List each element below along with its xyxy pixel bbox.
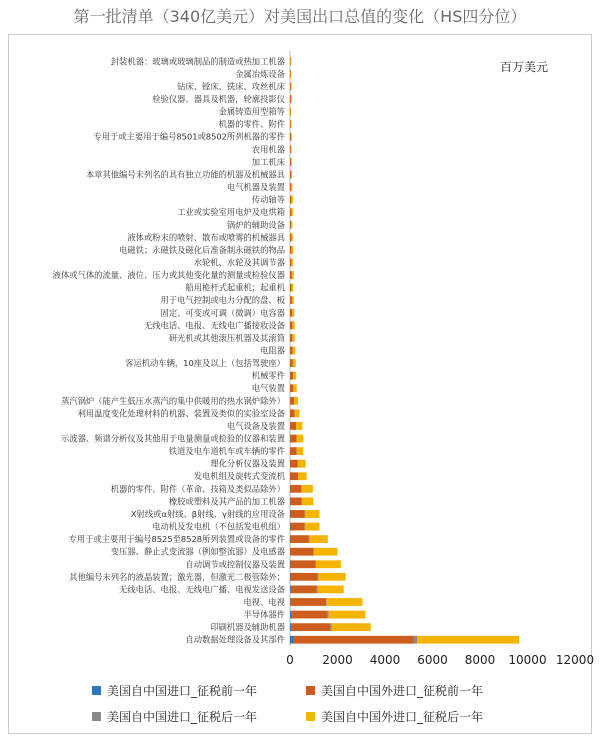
category-label: 利用温度变化处理材料的机器、装置及类似的实验室设备 [77, 408, 285, 419]
category-label: 本章其他编号未列名的具有独立功能的机器及机械器具 [85, 169, 285, 180]
legend-swatch-series-2 [306, 686, 315, 695]
category-label: 专用于或主要用于编号8525至8528所列装置或设备的零件 [68, 534, 285, 545]
bar-segment-series-4 [327, 598, 363, 606]
bar-segment-series-2 [290, 284, 292, 292]
legend-item-series-1 [92, 682, 257, 699]
bar-segment-series-2 [290, 246, 292, 254]
category-label: 用于电气控制或电力分配的盘、板 [160, 295, 285, 306]
bar-segment-series-4 [291, 208, 292, 216]
bar-segment-series-2 [290, 548, 314, 556]
category-label: 封装机器：玻璃或玻璃制品的制造或热加工机器 [110, 56, 285, 67]
bar-segment-series-4 [302, 497, 313, 505]
bar-segment-series-4 [293, 347, 296, 355]
category-label: 无线电话、电报、无线电广播接收设备 [143, 320, 285, 331]
bar-segment-series-2 [290, 510, 304, 518]
category-label: 机器的零件、附件 [218, 119, 285, 130]
bar-segment-series-1 [290, 623, 291, 631]
bar-segment-series-2 [290, 422, 296, 430]
bar-segment-series-3 [317, 586, 318, 594]
bar-segment-series-2 [290, 133, 291, 141]
bar-segment-series-4 [292, 321, 294, 329]
bar-segment-series-2 [290, 560, 315, 568]
x-tick-label: 12000 [555, 653, 595, 667]
bar-segment-series-4 [296, 422, 302, 430]
bar-segment-series-2 [291, 586, 317, 594]
legend-label-series-4: 美国自中国外进口_征税后一年 [321, 710, 484, 724]
bar-segment-series-4 [291, 196, 292, 204]
bar-segment-series-2 [290, 435, 297, 443]
x-tick-label: 6000 [417, 653, 448, 667]
bar-segment-series-2 [294, 636, 414, 644]
bar-segment-series-2 [290, 359, 293, 367]
x-tick-label: 4000 [369, 653, 401, 667]
bar-segment-series-2 [290, 296, 292, 304]
bar-segment-series-4 [318, 573, 345, 581]
legend-label-series-1: 美国自中国进口_征税前一年 [107, 684, 258, 698]
category-label: 发电机组及旋转式变流机 [193, 471, 285, 482]
bar-segment-series-2 [290, 171, 291, 179]
bar-segment-series-4 [293, 372, 296, 380]
category-label: 理化分析仪器及装置 [210, 458, 285, 469]
category-label: 客运机动车辆，10座及以上（包括驾驶座） [125, 358, 285, 369]
bar-segment-series-2 [290, 233, 291, 241]
category-label: 农用机器 [251, 144, 285, 155]
category-label: 金属冶炼设备 [235, 68, 285, 79]
bar-segment-series-3 [326, 598, 327, 606]
bar-segment-series-4 [297, 435, 304, 443]
bar-segment-series-4 [291, 158, 292, 166]
bar-segment-series-2 [290, 347, 293, 355]
bar-segment-series-4 [292, 284, 294, 292]
bar-segment-series-2 [290, 145, 291, 153]
category-label: 机器的零件、附件（革命、技箱及类似品除外） [110, 483, 285, 494]
bar-segment-series-4 [297, 447, 304, 455]
category-label: 钻床、镗床、铣床、攻丝机床 [177, 81, 285, 92]
x-tick-label: 0 [286, 653, 294, 667]
category-label: 液体或粉末的喷射、散布或喷雾的机械器具 [127, 232, 285, 243]
bar-segment-series-2 [290, 447, 297, 455]
unit-label: 百万美元 [500, 60, 549, 74]
category-label: 电阻器 [260, 345, 285, 356]
category-label: 检验仪器、器具及机器，轮廓投影仪 [152, 94, 285, 105]
bar-segment-series-4 [291, 171, 292, 179]
chart-title: 第一批清单（340亿美元）对美国出口总值的变化（HS四分位） [73, 7, 527, 26]
category-label: 加工机床 [251, 156, 285, 167]
category-label: 电气设备及装置 [226, 420, 285, 431]
bar-segment-series-4 [292, 246, 294, 254]
bar-segment-series-2 [290, 271, 292, 279]
category-label: 水轮机、水轮及其调节器 [193, 257, 285, 268]
category-label: 无线电话、电报、无线电广播、电视发送设备 [119, 584, 285, 595]
category-label: 电气机器及装置 [226, 182, 285, 193]
bar-segment-series-4 [305, 510, 319, 518]
category-label: 自动数据处理设备及其部件 [185, 634, 285, 645]
bar-segment-series-3 [330, 623, 331, 631]
bar-segment-series-2 [290, 397, 294, 405]
category-label: 机械零件 [251, 370, 285, 381]
x-tick-label: 10000 [508, 653, 547, 667]
bar-segment-series-4 [291, 120, 292, 128]
category-label: 液体或气体的流量、液位、压力或其他变化量的测量或检验仪器 [52, 270, 285, 281]
bar-segment-series-2 [290, 95, 291, 103]
bar-segment-series-4 [314, 548, 338, 556]
bar-segment-series-2 [290, 83, 291, 91]
category-label: 铁道及电车道机车或车辆的零件 [168, 446, 285, 457]
legend-label-series-3: 美国自中国进口_征税后一年 [107, 710, 258, 724]
bar-segment-series-4 [291, 183, 292, 191]
bar-segment-series-2 [290, 460, 298, 468]
category-label: 船用桅杆式起重机；起重机 [185, 282, 285, 293]
bar-segment-series-2 [290, 309, 292, 317]
bar-segment-series-2 [290, 409, 295, 417]
category-label: 锅炉的辅助设备 [226, 219, 285, 230]
bar-segment-series-2 [290, 472, 298, 480]
bar-segment-series-2 [291, 598, 327, 606]
bar-segment-series-2 [290, 221, 291, 229]
bar-segment-series-4 [290, 70, 291, 78]
bar-segment-series-1 [290, 586, 291, 594]
bar-segment-series-4 [318, 586, 344, 594]
category-label: 电磁铁；永磁铁及磁化后准备制永磁铁的物品 [119, 244, 285, 255]
bar-segment-series-4 [291, 95, 292, 103]
bar-segment-series-4 [291, 133, 292, 141]
bar-segment-series-2 [290, 497, 301, 505]
bar-segment-series-2 [290, 384, 293, 392]
bar-segment-series-4 [290, 108, 291, 116]
bar-segment-series-2 [290, 573, 317, 581]
bar-segment-series-4 [291, 145, 292, 153]
bar-segment-series-2 [290, 120, 291, 128]
bar-segment-series-4 [298, 472, 306, 480]
legend-swatch-series-1 [92, 686, 101, 695]
bar-segment-series-4 [294, 397, 298, 405]
bar-segment-series-4 [291, 83, 292, 91]
bar-segment-series-4 [298, 460, 306, 468]
bar-segment-series-4 [417, 636, 519, 644]
bar-segment-series-2 [290, 334, 292, 342]
category-label: 金属铸造用型箱等 [218, 106, 285, 117]
bar-segment-series-2 [290, 259, 291, 267]
bar-segment-series-4 [309, 535, 328, 543]
bar-segment-series-2 [290, 208, 291, 216]
category-label: 变压器、静止式变流器（例如整流器）及电感器 [110, 546, 285, 557]
bar-segment-series-4 [316, 560, 341, 568]
category-label: 电动机及发电机（不包括发电机组） [152, 521, 285, 532]
bar-segment-series-4 [329, 611, 366, 619]
legend-swatch-series-4 [306, 712, 315, 721]
bar-segment-series-2 [290, 183, 291, 191]
category-label: X射线或α射线、β射线、γ射线的应用设备 [130, 508, 285, 519]
bar-segment-series-1 [290, 636, 294, 644]
category-label: 电气装置 [251, 383, 285, 394]
legend-swatch-series-3 [92, 712, 101, 721]
bar-segment-series-1 [290, 598, 291, 606]
bar-segment-series-2 [290, 523, 304, 531]
legend-item-series-2 [306, 682, 483, 699]
category-label: 其他编号未列名的液晶装置；激光器，但激光二极管除外； [69, 571, 285, 582]
bar-segment-series-4 [305, 523, 319, 531]
bar-segment-series-2 [290, 196, 291, 204]
bar-segment-series-2 [290, 158, 291, 166]
legend-item-series-4 [306, 708, 483, 725]
bar-segment-series-4 [291, 259, 292, 267]
bar-segment-series-4 [293, 384, 296, 392]
bar-segment-series-3 [328, 611, 329, 619]
category-label: 研光机或其他滚压机器及其滚筒 [168, 332, 285, 343]
category-label: 蒸汽锅炉（能产生低压水蒸汽的集中供暖用的热水锅炉除外） [60, 395, 285, 406]
category-label: 固定、可变或可调（微调）电容器 [160, 307, 285, 318]
category-label: 传动轴等 [251, 194, 285, 205]
category-label: 自动调节或控制仪器及装置 [185, 559, 285, 570]
bar-segment-series-4 [292, 334, 294, 342]
category-label: 工业或实验室用电炉及电烘箱 [177, 207, 285, 218]
bar-segment-series-2 [290, 321, 292, 329]
bar-segment-series-4 [301, 485, 312, 493]
bar-segment-series-2 [290, 57, 291, 65]
bar-segment-series-4 [295, 409, 300, 417]
category-label: 橡胶或塑料及其产品的加工机器 [168, 496, 285, 507]
bar-segment-series-2 [290, 485, 301, 493]
category-label: 电视、电视 [243, 596, 285, 607]
bar-segment-series-4 [293, 359, 296, 367]
category-label: 示波器、频谱分析仪及其他用于电量测量或检验的仪器和装置 [60, 433, 285, 444]
bar-segment-series-4 [332, 623, 371, 631]
bar-segment-series-1 [290, 611, 291, 619]
bar-segment-series-3 [414, 636, 418, 644]
category-label: 印刷机器及辅助机器 [210, 622, 285, 633]
bar-segment-series-4 [292, 296, 294, 304]
bar-segment-series-4 [292, 309, 294, 317]
bar-segment-series-2 [290, 535, 309, 543]
x-tick-label: 2000 [322, 653, 353, 667]
bar-segment-series-2 [291, 623, 330, 631]
bar-segment-series-4 [292, 271, 294, 279]
bar-segment-series-4 [291, 57, 292, 65]
legend-label-series-2: 美国自中国外进口_征税前一年 [321, 684, 484, 698]
bar-segment-series-4 [291, 221, 292, 229]
category-label: 专用于或主要用于编号8501或8502所列机器的零件 [93, 131, 285, 142]
category-label: 半导体器件 [243, 609, 285, 620]
bar-segment-series-2 [291, 611, 328, 619]
bar-segment-series-4 [291, 233, 292, 241]
bar-segment-series-2 [290, 372, 293, 380]
legend-item-series-3 [92, 708, 257, 725]
x-tick-label: 8000 [464, 653, 496, 667]
